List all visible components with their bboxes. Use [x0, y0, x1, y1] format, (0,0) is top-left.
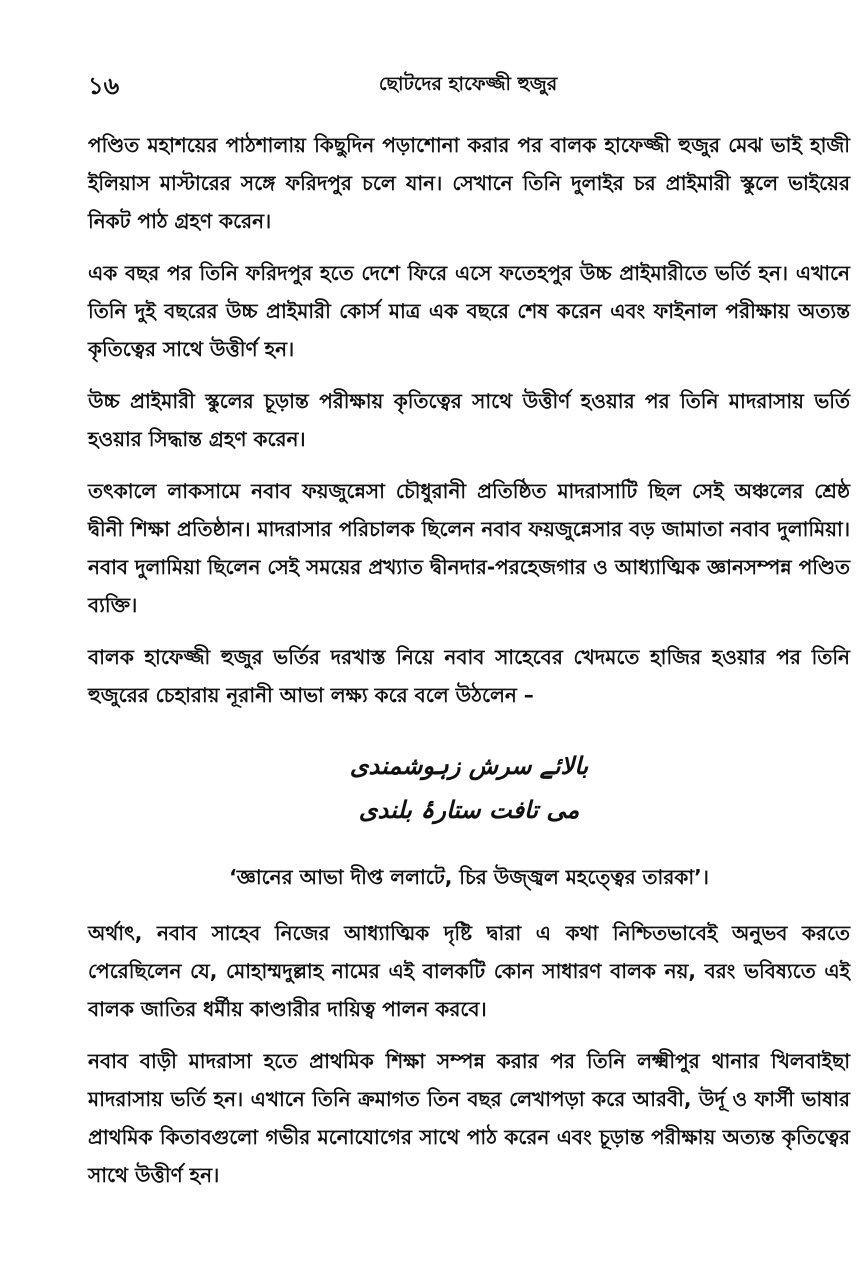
verse-line: می تافت ستارۂ بلندی [358, 795, 580, 824]
verse-line: بالائے سرش زہوشمندی [349, 751, 589, 780]
paragraph: উচ্চ প্রাইমারী স্কুলের চূড়ান্ত পরীক্ষায় কৃতিত্বের সাথে উত্তীর্ণ হওয়ার পর তিনি মাদরাসায় ভর্তি হওয়ার সিদ্ধান্ত গ্রহণ করেন। [88, 389, 850, 451]
paragraph: বালক হাফেজ্জী হুজুর ভর্তির দরখাস্ত নিয়ে নবাব সাহেবের খেদমতে হাজির হওয়ার পর তিনি হুজুরের চেহারায় নূরানী আভা লক্ষ্য করে বলে উঠলেন – [88, 645, 850, 707]
paragraph: অর্থাৎ, নবাব সাহেব নিজের আধ্যাত্মিক দৃষ্টি দ্বারা এ কথা নিশ্চিতভাবেই অনুভব করতে পেরেছিলেন যে, মোহাম্মদুল্লাহ নামের এই বালকটি কোন সাধারণ বালক নয়, বরং ভবিষ্যতে এই বালক জাতির ধর্মীয় কাণ্ডারীর দায়িত্ব পালন করবে। [88, 921, 850, 1021]
page-header [88, 68, 848, 108]
running-title: ছোটদের হাফেজ্জী হুজুর [378, 73, 558, 95]
urdu-verse [88, 744, 850, 832]
verse-translation: ‘জ্ঞানের আভা দীপ্ত ললাটে, চির উজ্জ্বল মহত্ত্বের তারকা’। [229, 865, 709, 889]
paragraph: পণ্ডিত মহাশয়ের পাঠশালায় কিছুদিন পড়াশোনা করার পর বালক হাফেজ্জী হুজুর মেঝ ভাই হাজী ইলিয়াস মাস্টারের সঙ্গে ফরিদপুর চলে যান। সেখানে তিনি দুলাইর চর প্রাইমারী স্কুলে ভাইয়ের নিকট পাঠ গ্রহণ করেন। [88, 133, 850, 233]
paragraph: তৎকালে লাকসামে নবাব ফয়জুন্নেসা চৌধুরানী প্রতিষ্ঠিত মাদরাসাটি ছিল সেই অঞ্চলের শ্রেষ্ঠ দ্বীনী শিক্ষা প্রতিষ্ঠান। মাদরাসার পরিচালক ছিলেন নবাব ফয়জুন্নেসার বড় জামাতা নবাব দুলামিয়া। নবাব দুলামিয়া ছিলেন সেই সময়ের প্রখ্যাত দ্বীনদার-পরহেজগার ও আধ্যাত্মিক জ্ঞানসম্পন্ন পণ্ডিত ব্যক্তি। [88, 479, 850, 617]
paragraph: নবাব বাড়ী মাদরাসা হতে প্রাথমিক শিক্ষা সম্পন্ন করার পর তিনি লক্ষ্মীপুর থানার খিলবাইছা মাদরাসায় ভর্তি হন। এখানে তিনি ক্রমাগত তিন বছর লেখাপড়া করে আরবী, উর্দূ ও ফার্সী ভাষার প্রাথমিক কিতাবগুলো গভীর মনোযোগের সাথে পাঠ করেন এবং চূড়ান্ত পরীক্ষায় অত্যন্ত কৃতিত্বের সাথে উত্তীর্ণ হন। [88, 1049, 850, 1187]
page-number: ১৬ [88, 72, 120, 100]
paragraph: এক বছর পর তিনি ফরিদপুর হতে দেশে ফিরে এসে ফতেহপুর উচ্চ প্রাইমারীতে ভর্তি হন। এখানে তিনি দুই বছরের উচ্চ প্রাইমারী কোর্স মাত্র এক বছরে শেষ করেন এবং ফাইনাল পরীক্ষায় অত্যন্ত কৃতিত্বের সাথে উত্তীর্ণ হন। [88, 261, 850, 361]
page-body [88, 126, 850, 1208]
